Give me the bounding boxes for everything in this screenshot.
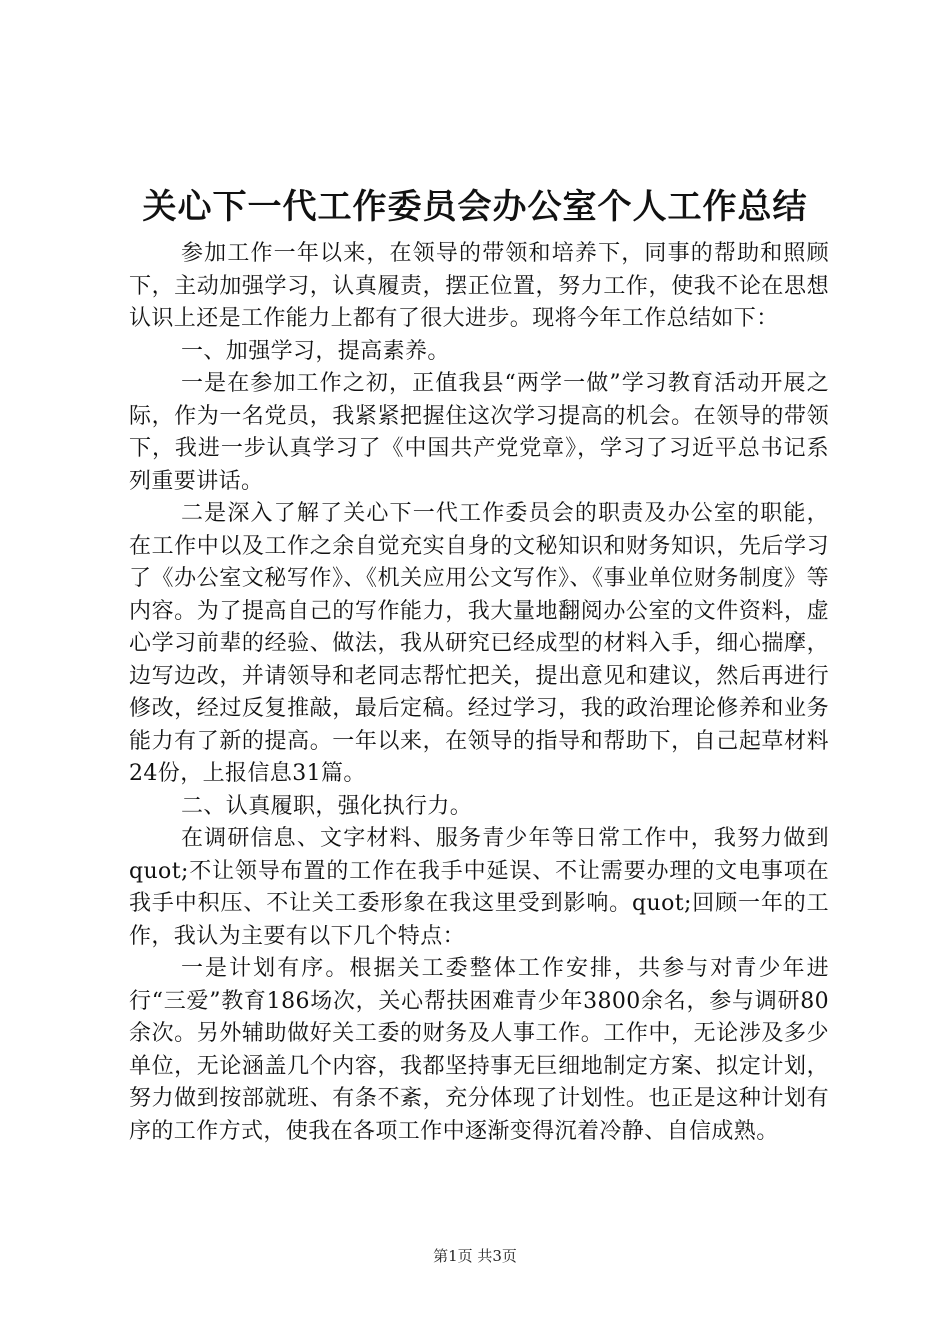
- paragraph-duty-intro: 在调研信息、文字材料、服务青少年等日常工作中，我努力做到quot;不让领导布置的工作在我手中延误、不让需要办理的文电事项在我手中积压、不让关工委形象在我这里受到影响。quot;回顾一年的工作，我认为主要有以下几个特点：: [129, 826, 829, 949]
- section-heading-2: 二、认真履职，强化执行力。: [181, 793, 473, 819]
- document-title: 关心下一代工作委员会办公室个人工作总结: [142, 187, 808, 227]
- paragraph-study-1: 一是在参加工作之初，正值我县“两学一做”学习教育活动开展之际，作为一名党员，我紧紧把握住这次学习提高的机会。在领导的带领下，我进一步认真学习了《中国共产党党章》，学习了习近平总书记系列重要讲话。: [129, 371, 829, 494]
- paragraph-study-2: 二是深入了解了关心下一代工作委员会的职责及办公室的职能，在工作中以及工作之余自觉充实自身的文秘知识和财务知识，先后学习了《办公室文秘写作》、《机关应用公文写作》、《事业单位财务制度》等内容。为了提高自己的写作能力，我大量地翻阅办公室的文件资料，虚心学习前辈的经验、做法，我从研究已经成型的材料入手，细心揣摩，边写边改，并请领导和老同志帮忙把关，提出意见和建议，然后再进行修改，经过反复推敲，最后定稿。经过学习，我的政治理论修养和业务能力有了新的提高。一年以来，在领导的指导和帮助下，自己起草材料24份，上报信息31篇。: [129, 501, 829, 786]
- section-heading-1: 一、加强学习，提高素养。: [181, 338, 450, 364]
- paragraph-duty-1: 一是计划有序。根据关工委整体工作安排，共参与对青少年进行“三爱”教育186场次，关心帮扶困难青少年3800余名，参与调研80余次。另外辅助做好关工委的财务及人事工作。工作中，无论涉及多少单位，无论涵盖几个内容，我都坚持事无巨细地制定方案、拟定计划，努力做到按部就班、有条不紊，充分体现了计划性。也正是这种计划有序的工作方式，使我在各项工作中逐渐变得沉着冷静、自信成熟。: [129, 956, 829, 1144]
- document-body: [129, 238, 829, 1148]
- page-number-footer: 第1页 共3页: [433, 1247, 517, 1265]
- paragraph-intro: 参加工作一年以来，在领导的带领和培养下，同事的帮助和照顾下，主动加强学习，认真履责，摆正位置，努力工作，使我不论在思想认识上还是工作能力上都有了很大进步。现将今年工作总结如下：: [129, 241, 829, 331]
